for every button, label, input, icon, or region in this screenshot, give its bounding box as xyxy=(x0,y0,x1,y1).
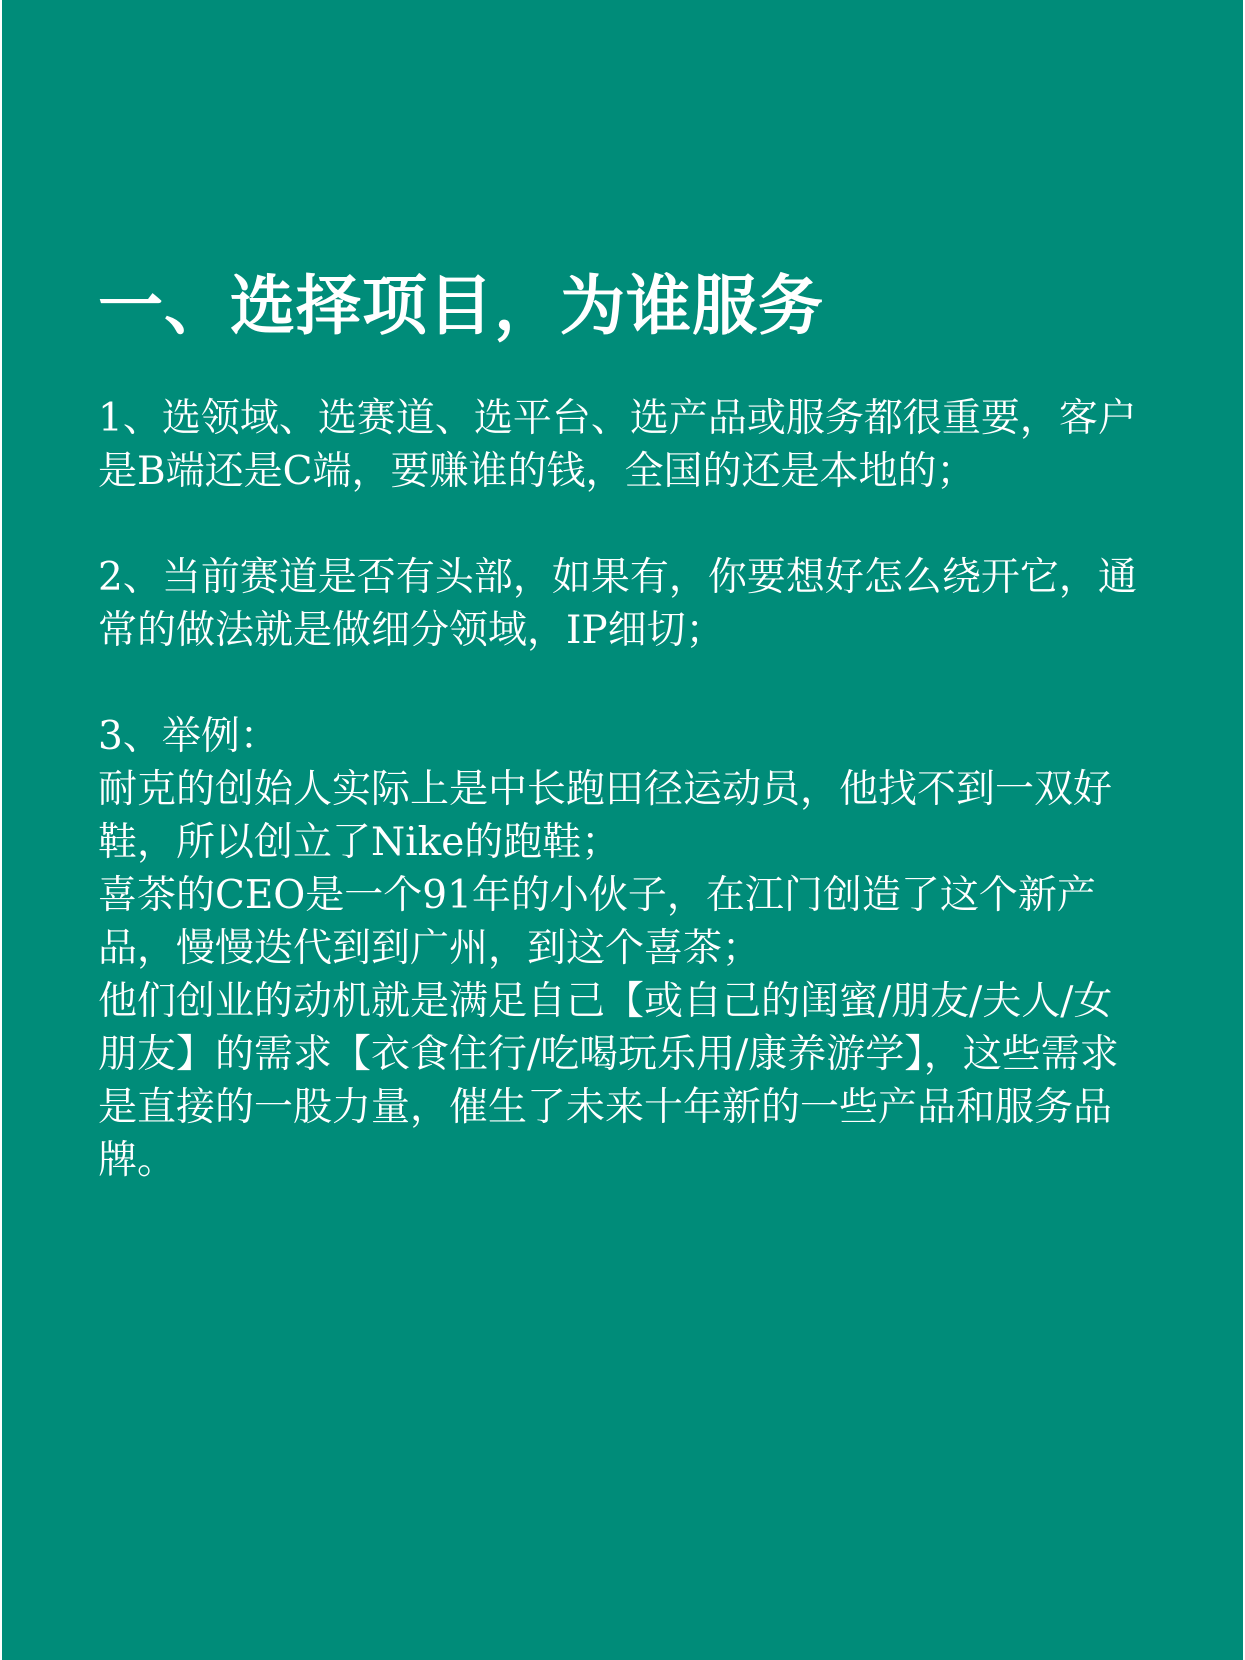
article-body xyxy=(98,392,1158,1187)
text-line: 喜茶的CEO是一个91年的小伙子，在江门创造了这个新产 xyxy=(98,873,1096,918)
page-background xyxy=(2,0,1243,1660)
text-line: 3、举例： xyxy=(98,714,279,759)
text-line: 鞋，所以创立了Nike的跑鞋； xyxy=(98,820,621,865)
text-line: 是直接的一股力量，催生了未来十年新的一些产品和服务品 xyxy=(98,1085,1113,1130)
text-line: 耐克的创始人实际上是中长跑田径运动员，他找不到一双好 xyxy=(98,767,1113,812)
text-line: 他们创业的动机就是满足自己【或自己的闺蜜/朋友/夫人/女 xyxy=(98,979,1113,1024)
text-line: 2、当前赛道是否有头部，如果有，你要想好怎么绕开它，通 xyxy=(98,555,1137,600)
text-line: 朋友】的需求【衣食住行/吃喝玩乐用/康养游学】，这些需求 xyxy=(98,1032,1119,1077)
text-line: 1、选领域、选赛道、选平台、选产品或服务都很重要，客户 xyxy=(98,396,1137,441)
text-line: 是B端还是C端，要赚谁的钱，全国的还是本地的； xyxy=(98,449,976,494)
article-content xyxy=(98,262,1158,1187)
paragraph-1 xyxy=(98,392,1158,498)
paragraph-2 xyxy=(98,551,1158,657)
paragraph-3 xyxy=(98,710,1158,1187)
text-line: 牌。 xyxy=(98,1138,177,1183)
text-line: 品，慢慢迭代到到广州，到这个喜茶； xyxy=(98,926,762,971)
text-line: 常的做法就是做细分领域，IP细切； xyxy=(98,608,725,653)
section-title: 一、选择项目，为谁服务 xyxy=(98,268,825,344)
